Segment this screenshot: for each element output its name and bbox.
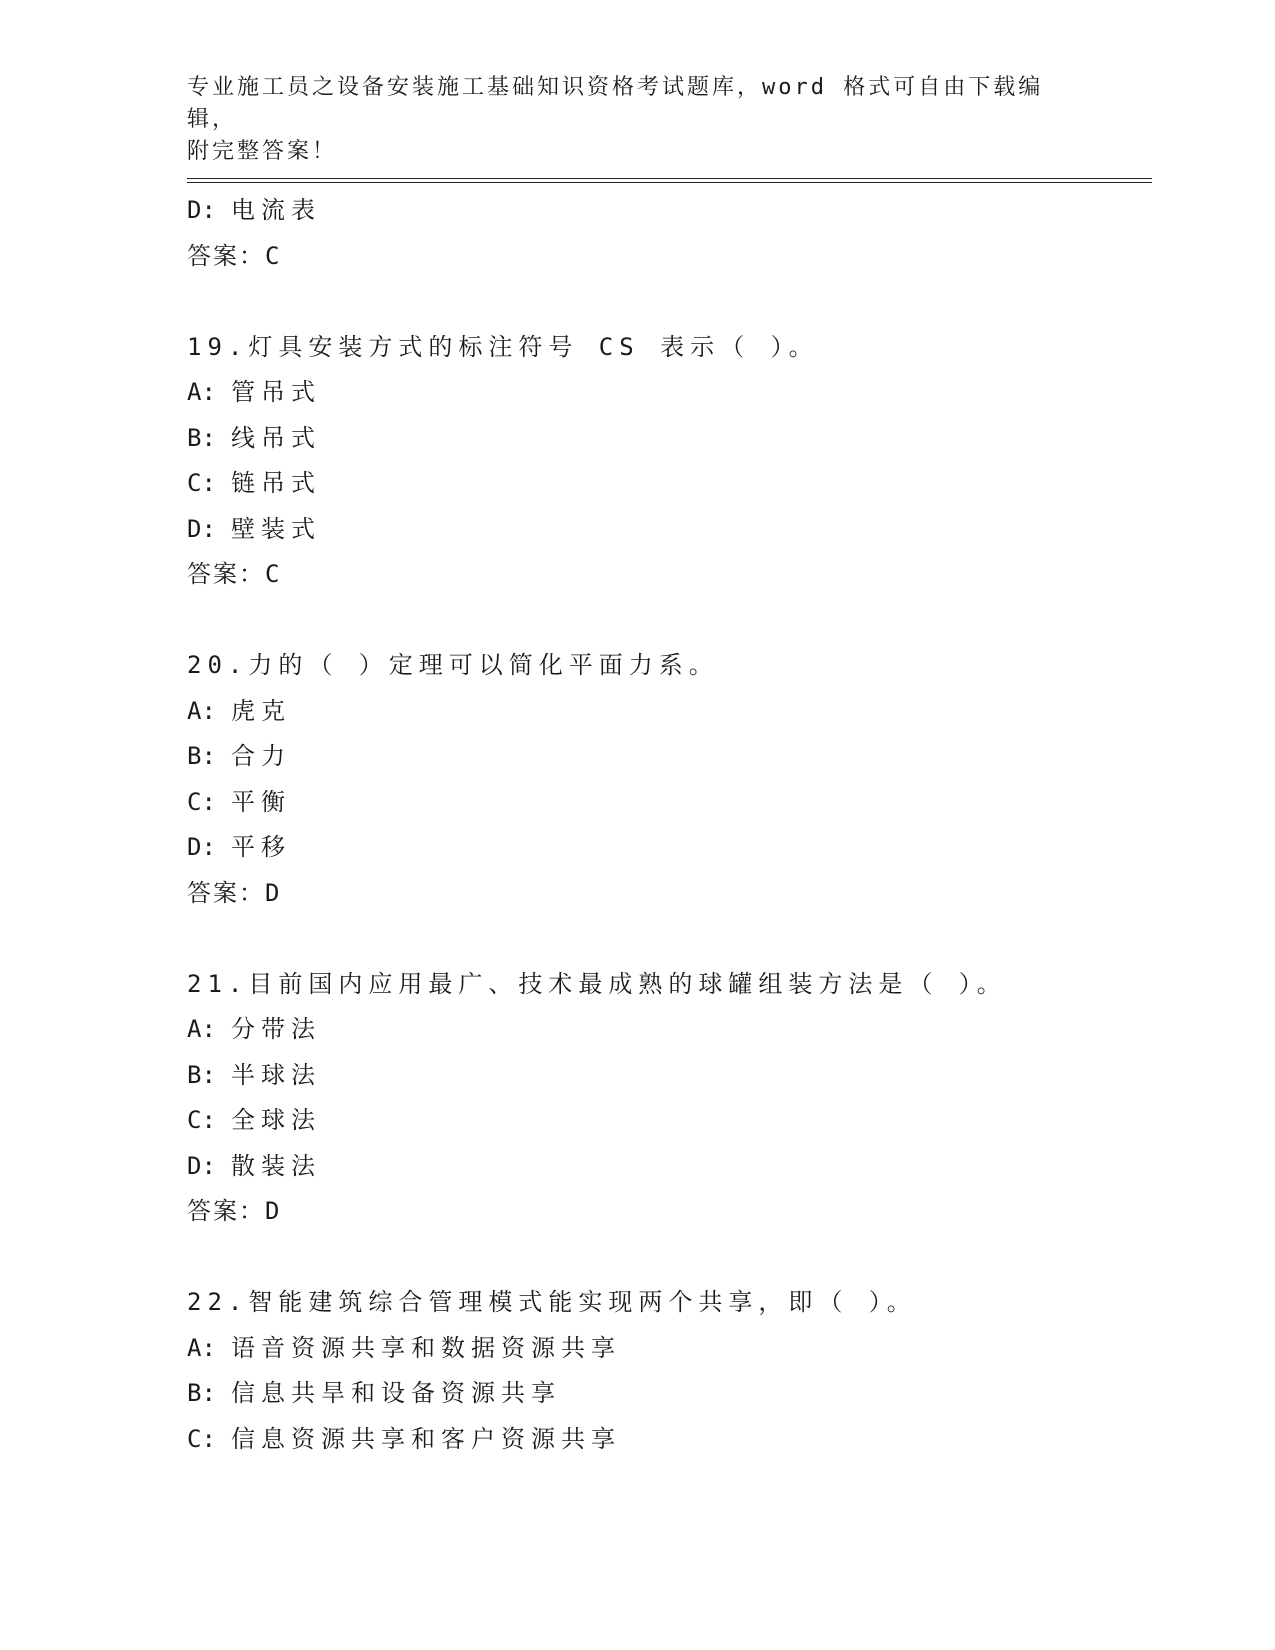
option-text: 语音资源共享和数据资源共享 xyxy=(231,1333,621,1362)
question-stem: 19.灯具安装方式的标注符号 CS 表示（ ）。 xyxy=(187,332,819,361)
option-text: 平衡 xyxy=(231,787,291,816)
option-text: 线吊式 xyxy=(231,423,321,452)
option-text: 散装法 xyxy=(231,1151,321,1180)
option-key: C: xyxy=(187,1424,216,1453)
option-b xyxy=(187,416,1147,462)
option-text: 半球法 xyxy=(231,1060,321,1089)
option-b xyxy=(187,1371,1147,1417)
option-key: D: xyxy=(187,196,216,224)
option-text: 信息资源共享和客户资源共享 xyxy=(231,1424,621,1453)
option-text: 电流表 xyxy=(231,196,321,224)
header-divider-top xyxy=(187,178,1152,179)
option-key: D: xyxy=(187,514,216,543)
option-b xyxy=(187,734,1147,780)
option-text: 壁装式 xyxy=(231,514,321,543)
option-d xyxy=(187,507,1147,553)
option-a xyxy=(187,689,1147,735)
option-d xyxy=(187,825,1147,871)
document-header xyxy=(187,72,1087,168)
answer-line: 答案：C xyxy=(187,241,282,270)
question-stem: 22.智能建筑综合管理模式能实现两个共享，即（ ）。 xyxy=(187,1288,917,1316)
option-text: 合力 xyxy=(231,742,291,770)
option-key: A: xyxy=(187,1333,216,1362)
answer-line: 答案：C xyxy=(187,560,282,588)
option-key: D: xyxy=(187,833,216,861)
option-key: C: xyxy=(187,787,216,816)
option-a xyxy=(187,370,1147,416)
question-list xyxy=(187,188,1147,1462)
option-text: 信息共旱和设备资源共享 xyxy=(231,1379,561,1407)
answer-line: 答案：D xyxy=(187,878,282,907)
answer-line: 答案：D xyxy=(187,1197,282,1225)
spacer xyxy=(187,598,1147,644)
option-key: A: xyxy=(187,696,216,725)
spacer xyxy=(187,916,1147,962)
header-line-2: 附完整答案！ xyxy=(187,139,338,164)
option-key: B: xyxy=(187,423,216,452)
option-c xyxy=(187,1417,1147,1463)
option-d xyxy=(187,188,1147,234)
option-key: B: xyxy=(187,742,216,770)
option-key: D: xyxy=(187,1151,216,1180)
option-text: 链吊式 xyxy=(231,469,321,497)
option-a xyxy=(187,1326,1147,1372)
spacer xyxy=(187,279,1147,325)
option-c xyxy=(187,461,1147,507)
header-divider-bottom xyxy=(187,182,1152,183)
question-stem: 20.力的（ ）定理可以简化平面力系。 xyxy=(187,651,719,679)
option-text: 虎克 xyxy=(231,696,291,725)
option-key: A: xyxy=(187,378,216,406)
option-key: B: xyxy=(187,1060,216,1089)
option-key: C: xyxy=(187,1106,216,1134)
option-key: A: xyxy=(187,1015,216,1043)
option-text: 全球法 xyxy=(231,1106,321,1134)
option-text: 管吊式 xyxy=(231,378,321,406)
option-c xyxy=(187,780,1147,826)
spacer xyxy=(187,1235,1147,1281)
option-a xyxy=(187,1007,1147,1053)
option-key: C: xyxy=(187,469,216,497)
option-b xyxy=(187,1053,1147,1099)
option-text: 分带法 xyxy=(231,1015,321,1043)
option-d xyxy=(187,1144,1147,1190)
header-line-1: 专业施工员之设备安装施工基础知识资格考试题库，word 格式可自由下载编辑， xyxy=(187,75,1044,132)
question-stem: 21.目前国内应用最广、技术最成熟的球罐组装方法是（ ）。 xyxy=(187,969,1007,998)
option-c xyxy=(187,1098,1147,1144)
option-text: 平移 xyxy=(231,833,291,861)
option-key: B: xyxy=(187,1379,216,1407)
